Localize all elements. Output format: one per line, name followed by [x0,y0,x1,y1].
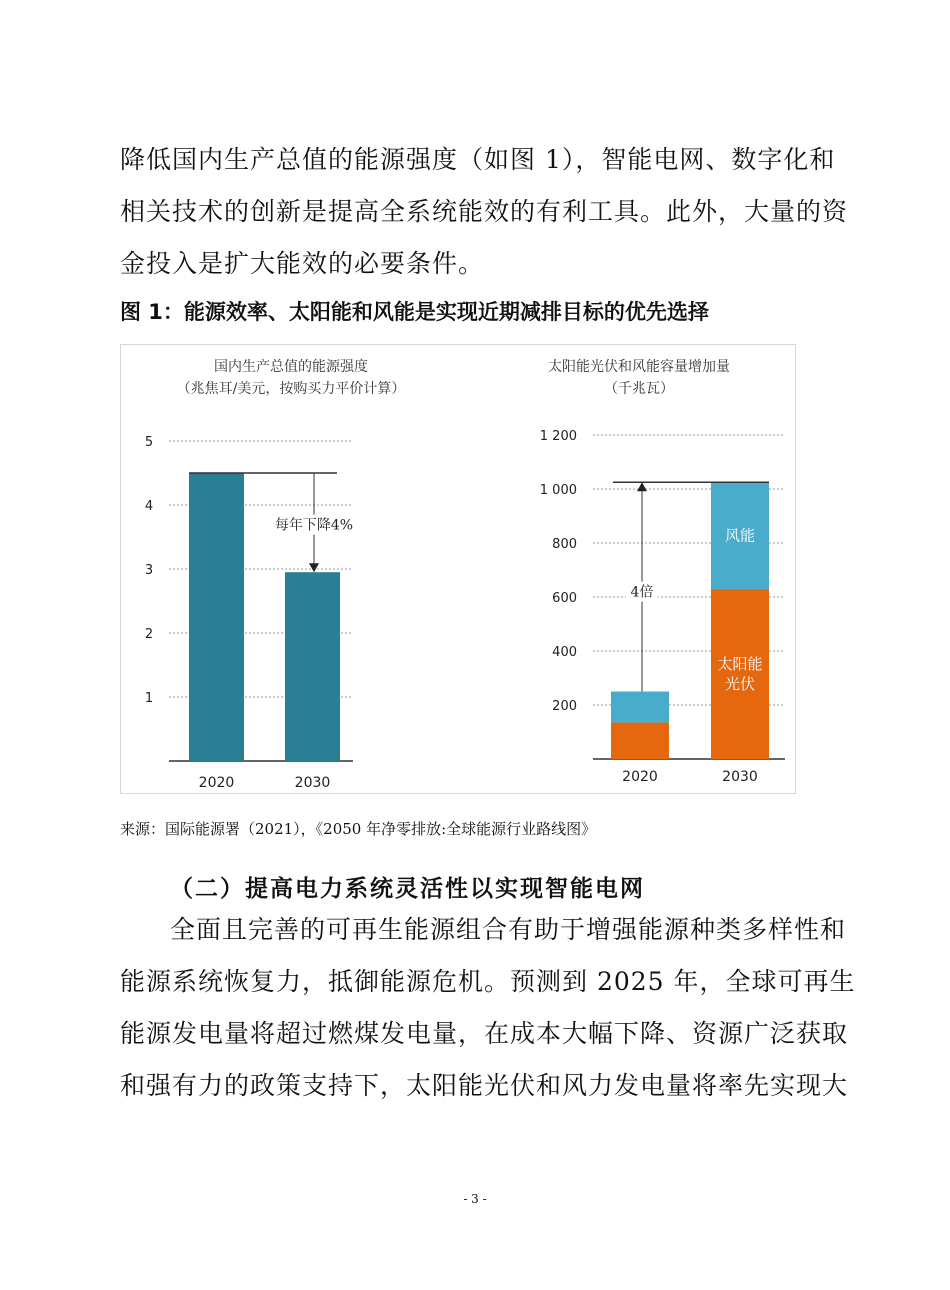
right-segment-label: 光伏 [724,674,756,693]
right-segment-label: 风能 [724,526,756,545]
right-arrowhead [637,482,647,491]
left-bar-2030 [285,572,340,761]
left-chart-title: 国内生产总值的能源强度 [214,359,368,375]
paragraph-line: 相关技术的创新是提高全系统能效的有利工具。此外，大量的资 [120,197,849,226]
right-annotation: 4倍 [630,584,654,601]
right-y-tick: 200 [552,699,577,714]
left-bar-2020 [189,473,244,761]
paragraph-line: 能源发电量将超过燃煤发电量，在成本大幅下降、资源广泛获取 [120,1019,849,1048]
paragraph-line: 和强有力的政策支持下，太阳能光伏和风力发电量将率先实现大 [120,1071,849,1100]
left-x-label: 2020 [198,775,235,791]
right-y-tick: 1 000 [539,483,577,498]
left-y-tick: 2 [144,627,154,642]
right-y-tick: 1 200 [539,429,577,444]
section-heading: （二）提高电力系统灵活性以实现智能电网 [170,875,645,902]
right-y-ticks [540,429,577,714]
body-paragraph-2 [120,904,856,1112]
right-x-label: 2030 [722,769,758,785]
paragraph-line: 金投入是扩大能效的必要条件。 [120,249,485,278]
left-y-ticks [145,435,153,706]
right-x-label: 2020 [622,769,658,785]
paragraph-line: 降低国内生产总值的能源强度（如图 1），智能电网、数字化和 [120,145,836,174]
right-y-tick: 600 [552,591,577,606]
paragraph-line: 能源系统恢复力，抵御能源危机。预测到 2025 年，全球可再生 [120,967,856,996]
right-bar-2020-wind [611,692,669,723]
left-y-tick: 5 [144,435,154,450]
right-chart-title: 太阳能光伏和风能容量增加量 [548,359,730,375]
figure-source: 来源：国际能源署（2021），《2050 年净零排放:全球能源行业路线图》 [120,820,597,838]
left-arrowhead [309,563,319,572]
paragraph-line: 全面且完善的可再生能源组合有助于增强能源种类多样性和 [170,915,847,944]
right-chart [540,358,785,785]
right-x-labels [622,769,758,785]
right-y-tick: 400 [552,645,577,660]
right-bar-2030-solar [711,589,769,759]
page-number: - 3 - [463,1192,487,1206]
left-y-tick: 4 [144,499,154,514]
left-chart-subtitle: （兆焦耳/美元，按购买力平价计算） [176,381,406,397]
left-y-tick: 3 [144,563,154,578]
body-paragraph-1 [120,134,849,290]
right-bar-2020-solar [611,723,669,759]
figure-title: 图 1：能源效率、太阳能和风能是实现近期减排目标的优先选择 [120,300,709,324]
left-x-labels [199,775,331,791]
left-annotation: 每年下降4% [274,517,354,534]
figure-charts [121,345,797,795]
right-y-tick: 800 [552,537,577,552]
left-y-tick: 1 [144,691,154,706]
right-bars [611,482,769,759]
right-chart-subtitle: （千兆瓦） [604,381,674,397]
figure-box [120,344,796,794]
right-segment-label: 太阳能 [717,654,763,673]
left-x-label: 2030 [294,775,331,791]
left-chart [145,358,406,791]
